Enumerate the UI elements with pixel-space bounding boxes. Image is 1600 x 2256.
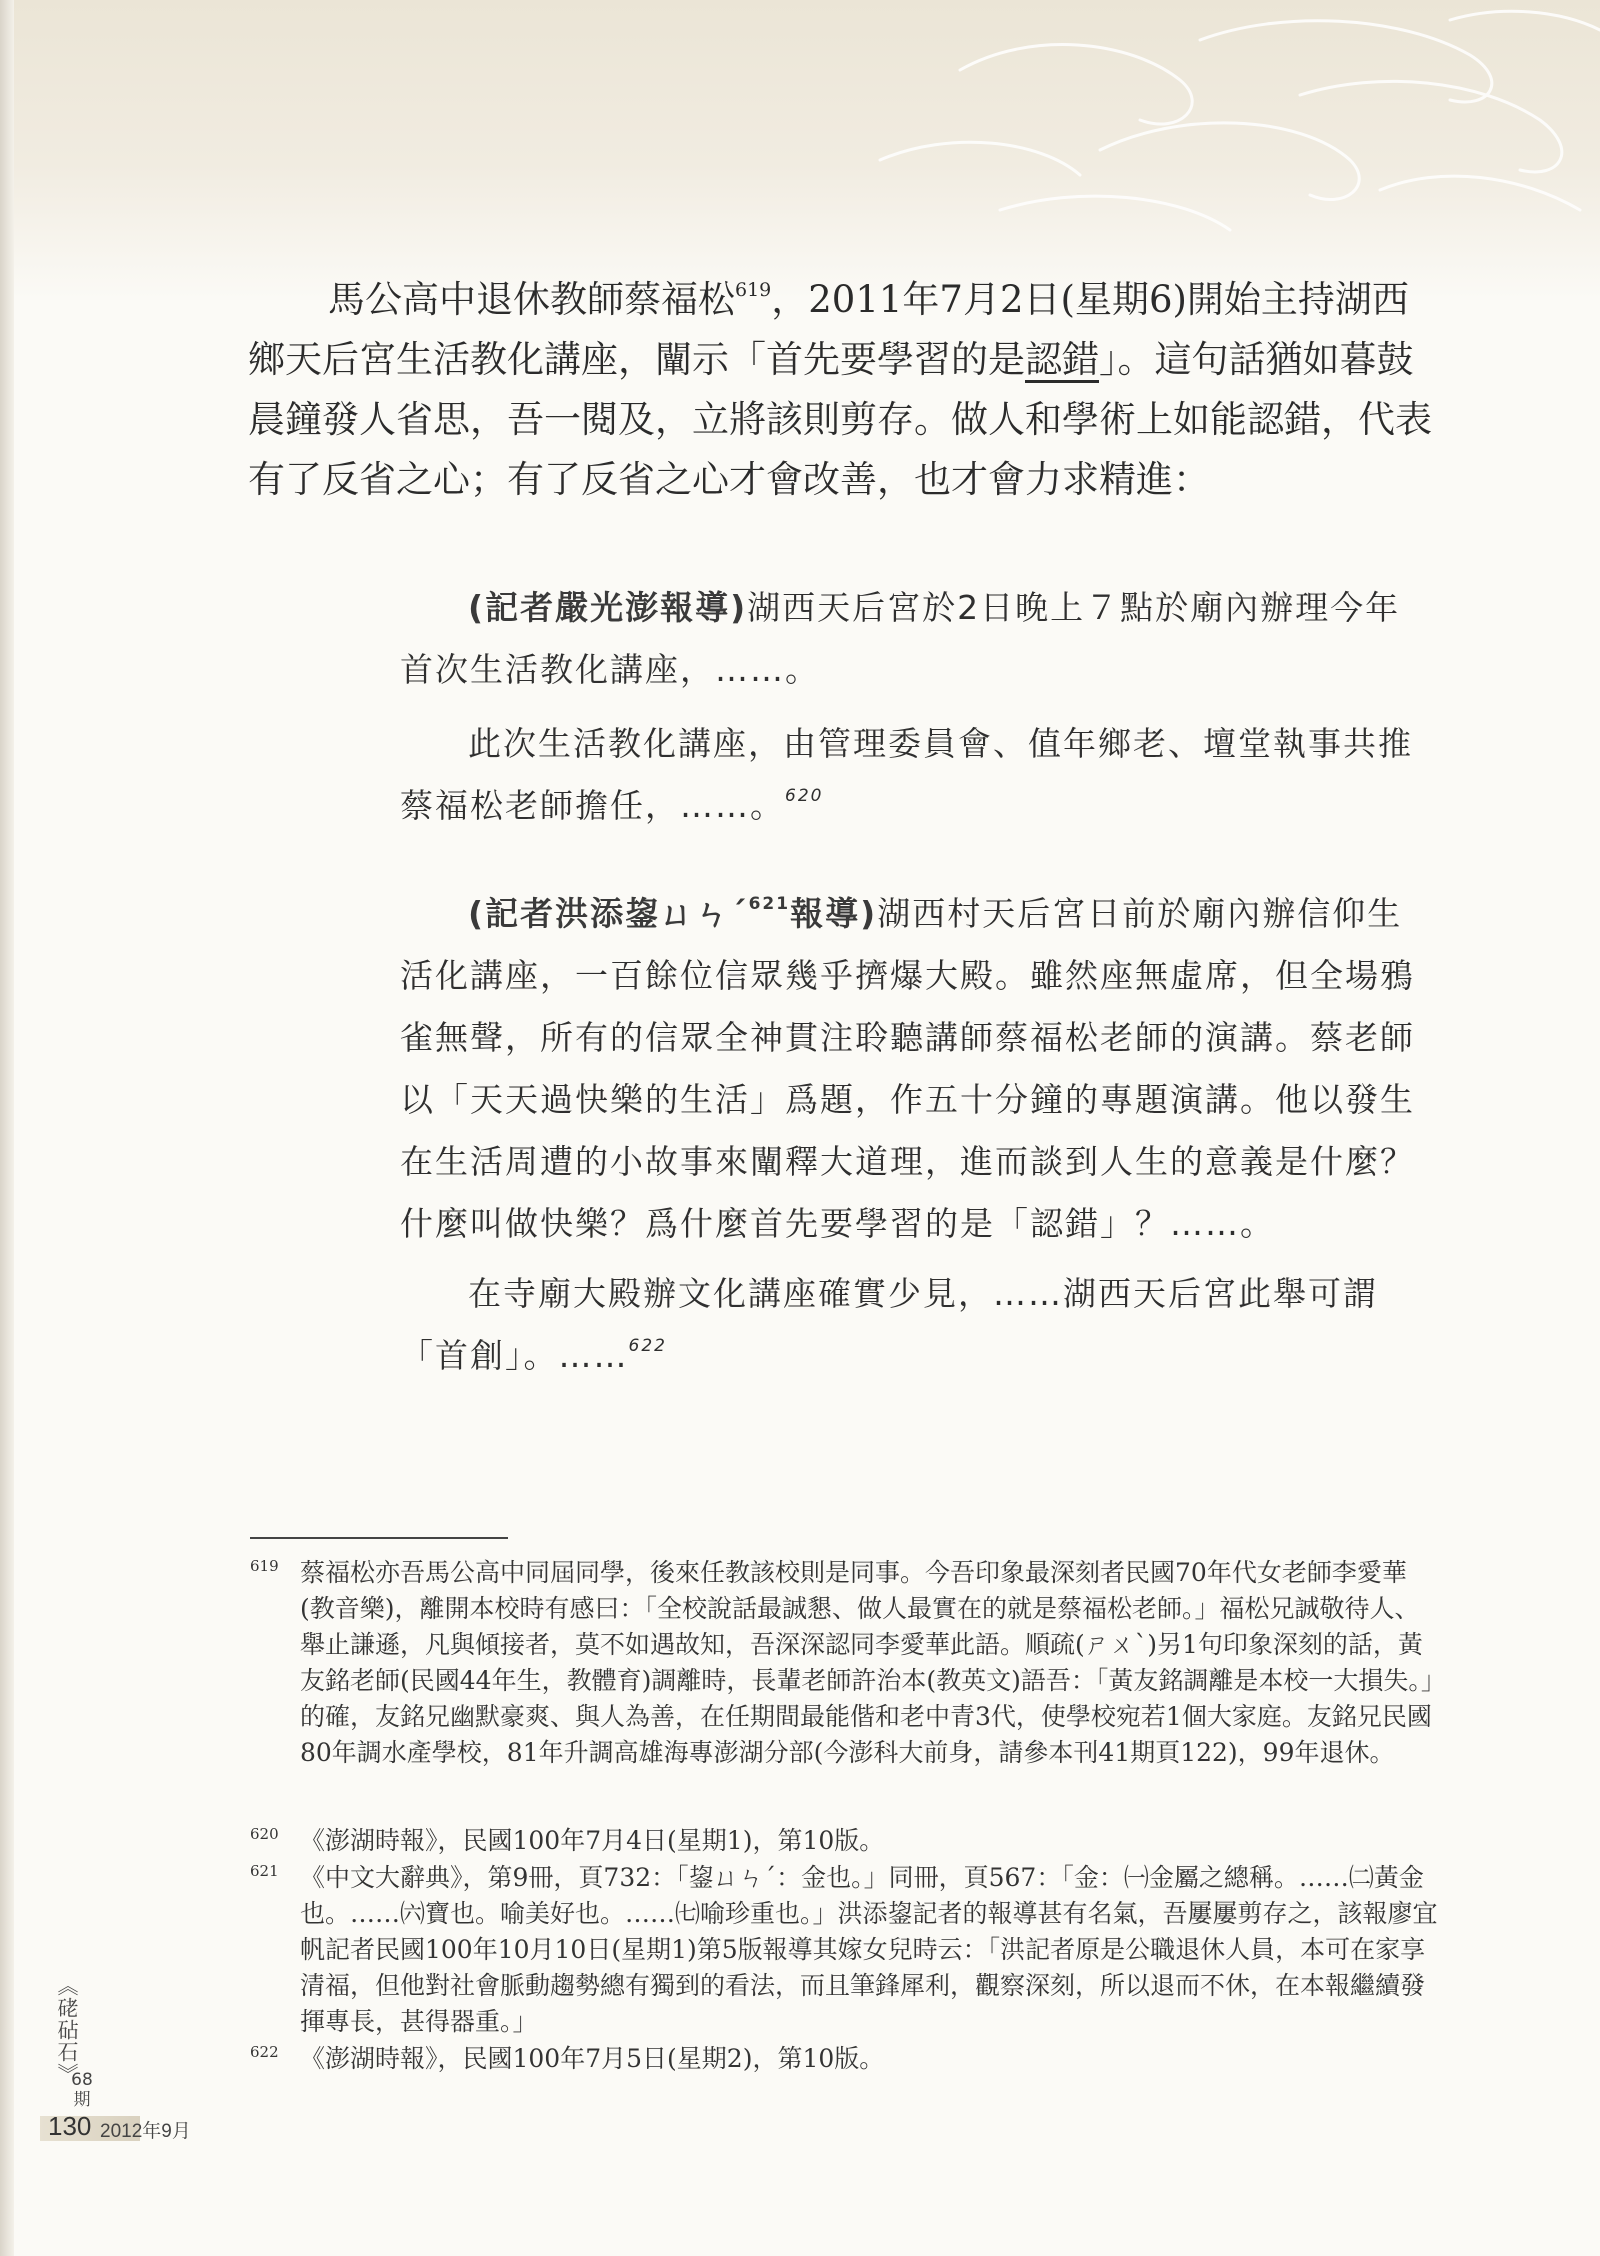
intro-text-c: 」。這句話猶如暮鼓晨鐘發人省思，吾一閱及，立將該則剪存。做人和學術上如能認錯，代表有了反省之心；有了反省之心才會改善，也才會力求精進： (248, 338, 1432, 501)
footnote-622 (250, 2041, 1440, 2077)
quote2-paragraph-2 (400, 1263, 1435, 1387)
quote1-byline: (記者嚴光澎報導) (468, 588, 748, 627)
quote2-paragraph-1 (400, 883, 1435, 1255)
footnote-number: 619 (250, 1557, 279, 1575)
cloud-swirl-pattern (0, 0, 1600, 300)
footnote-619 (250, 1555, 1440, 1771)
issue-char: 期 (73, 2090, 91, 2110)
footnote-text: 蔡福松亦吾馬公高中同屆同學，後來任教該校則是同事。今吾印象最深刻者民國70年代女老師李愛華(教音樂)，離開本校時有感曰：「全校說話最誠懇、做人最實在的就是蔡福松老師。」福松兄誠敬待人、舉止謙遜，凡與傾接者，莫不如遇故知，吾深深認同李愛華此語。順疏(ㄕㄨˋ)另1句印象深刻的話，黃友銘老師(民國44年生，教體育)調離時，長輩老師許治本(教英文)語吾：「黃友銘調離是本校一大損失。」的確，友銘兄幽默豪爽、與人為善，在任期間最能偕和老中青3代，使學校宛若1個大家庭。友銘兄民國80年調水產學校，81年升調高雄海專澎湖分部(今澎科大前身，請參本刊41期頁122)，99年退休。 (300, 1558, 1434, 1767)
quote1-paragraph-1 (400, 577, 1435, 701)
footnote-number: 622 (250, 2043, 279, 2061)
quote-block-2 (400, 883, 1435, 1387)
quote1-paragraph-2 (400, 713, 1435, 837)
issue-label (62, 2070, 102, 2110)
intro-text-b: ，2011年7月2日(星期6)開始主持湖西鄉天后宮生活教化講座，闡示「首先要學習的是 (248, 278, 1409, 381)
issue-date: 2012年9月 (100, 2121, 191, 2142)
footnote-number: 620 (250, 1825, 279, 1843)
page-number: 130 (48, 2111, 92, 2141)
footnote-ref-621: 621 (748, 894, 791, 914)
footnote-621 (250, 1860, 1440, 2040)
journal-title: 《硓砧石》 (55, 1975, 79, 2085)
footnote-text: 《澎湖時報》，民國100年7月4日(星期1)，第10版。 (300, 1826, 885, 1855)
footnote-620 (250, 1823, 1440, 1859)
issue-number: 68 (71, 2070, 93, 2090)
intro-paragraph (248, 270, 1433, 510)
quote2-byline-b: 報導) (790, 894, 878, 933)
quote1-text-1: 湖西天后宮於2日晚上７點於廟內辦理今年首次生活教化講座，……。 (400, 588, 1401, 689)
footnote-divider (250, 1537, 508, 1539)
footnote-text: 《澎湖時報》，民國100年7月5日(星期2)，第10版。 (300, 2044, 885, 2073)
quote2-byline-a: (記者洪添鋆ㄩㄣˊ (468, 894, 749, 933)
quote2-byline (468, 894, 877, 933)
quote2-text-1: 湖西村天后宮日前於廟內辦信仰生活化講座，一百餘位信眾幾乎擠爆大殿。雖然座無虛席，但全場鴉雀無聲，所有的信眾全神貫注聆聽講師蔡福松老師的演講。蔡老師以「天天過快樂的生活」爲題，作五十分鐘的專題演講。他以發生在生活周遭的小故事來闡釋大道理，進而談到人生的意義是什麼？什麼叫做快樂？爲什麼首先要學習的是「認錯」？……。 (400, 894, 1415, 1243)
quote1-text-2: 此次生活教化講座，由管理委員會、值年鄉老、壇堂執事共推蔡福松老師擔任，……。 (400, 724, 1413, 825)
footnote-number: 621 (250, 1862, 279, 1880)
footnote-ref-620: 620 (785, 786, 824, 806)
quote-block-1 (400, 577, 1435, 837)
underlined-term: 認錯 (1025, 338, 1099, 381)
page-binding-shadow (0, 0, 14, 2256)
footnote-text: 《中文大辭典》，第9冊，頁732：「鋆ㄩㄣˊ：金也。」同冊，頁567：「金：㈠金屬之總稱。……㈡黃金也。……㈥寶也。喻美好也。……㈦喻珍重也。」洪添鋆記者的報導甚有名氣，吾屢屢剪存之，該報廖宜帆記者民國100年10月10日(星期1)第5版報導其嫁女兒時云：「洪記者原是公職退休人員，本可在家享清福，但他對社會脈動趨勢總有獨到的看法，而且筆鋒犀利，觀察深刻，所以退而不休，在本報繼續發揮專長，甚得器重。」 (300, 1863, 1438, 2036)
footnote-ref-619: 619 (735, 279, 772, 301)
decorative-cloud-banner (0, 0, 1600, 300)
quote2-text-2: 在寺廟大殿辦文化講座確實少見，……湖西天后宮此舉可謂「首創」。…… (400, 1274, 1378, 1375)
footnote-ref-622: 622 (628, 1336, 667, 1356)
intro-text-a: 馬公高中退休教師蔡福松 (328, 278, 735, 321)
